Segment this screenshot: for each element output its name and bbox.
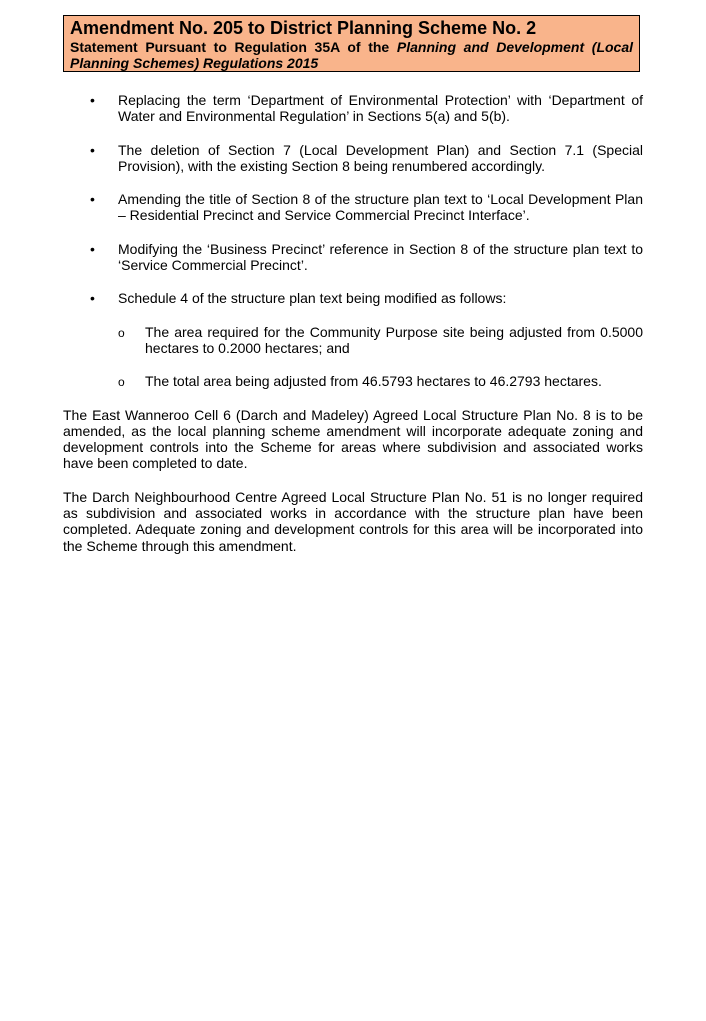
bullet-glyph: • bbox=[90, 92, 95, 108]
sub-bullet-glyph: o bbox=[118, 325, 125, 340]
paragraph-east-wanneroo: The East Wanneroo Cell 6 (Darch and Madeley) Agreed Local Structure Plan No. 8 is to be amended, as the local planning scheme amendment will incorporate adequate zoning and development controls into the Scheme for areas where subdivision and associated works have been completed to date. bbox=[63, 406, 643, 472]
bullet-text: Amending the title of Section 8 of the structure plan text to ‘Local Development Plan – Residential Precinct and Service Commercial Precinct Interface’. bbox=[118, 191, 643, 224]
bullet-glyph: • bbox=[90, 240, 95, 257]
bullet-item bbox=[63, 241, 643, 274]
sub-bullet-glyph: o bbox=[118, 375, 125, 390]
amendment-bullet-list bbox=[63, 92, 643, 390]
bullet-text: Replacing the term ‘Department of Environmental Protection’ with ‘Department of Water and Environmental Regulation’ in Sections 5(a) and 5(b). bbox=[118, 92, 643, 125]
document-body bbox=[63, 92, 643, 571]
bullet-item bbox=[63, 191, 643, 224]
sub-bullet-item bbox=[118, 324, 643, 357]
amendment-header-box bbox=[63, 15, 640, 72]
amendment-title: Amendment No. 205 to District Planning Scheme No. 2 bbox=[70, 18, 537, 38]
bullet-glyph: • bbox=[90, 191, 95, 208]
amendment-subtitle bbox=[70, 39, 633, 71]
subtitle-regulations-title: Planning and Development (Local Planning Schemes) Regulations 2015 bbox=[70, 39, 634, 71]
schedule-4-sub-list bbox=[118, 324, 643, 390]
bullet-glyph: • bbox=[90, 290, 95, 307]
bullet-text: Modifying the ‘Business Precinct’ reference in Section 8 of the structure plan text to ‘Service Commercial Precinct’. bbox=[118, 240, 643, 274]
bullet-glyph: • bbox=[90, 141, 95, 158]
bullet-item bbox=[63, 142, 643, 175]
bullet-item bbox=[63, 92, 643, 125]
sub-bullet-text: The area required for the Community Purpose site being adjusted from 0.5000 hectares to 0.2000 hectares; and bbox=[145, 323, 643, 356]
bullet-text: Schedule 4 of the structure plan text being modified as follows: bbox=[118, 290, 507, 307]
bullet-item bbox=[63, 290, 643, 389]
sub-bullet-text: The total area being adjusted from 46.5793 hectares to 46.2793 hectares. bbox=[145, 373, 602, 390]
paragraph-darch-neighbourhood: The Darch Neighbourhood Centre Agreed Local Structure Plan No. 51 is no longer required as subdivision and associated works in accordance with the structure plan have been completed. Adequate zoning and development controls for this area will be incorporated into the Scheme through this amendment. bbox=[63, 488, 643, 554]
subtitle-prefix: Statement Pursuant to Regulation 35A of the bbox=[70, 39, 390, 55]
sub-bullet-item bbox=[118, 373, 643, 389]
bullet-text: The deletion of Section 7 (Local Development Plan) and Section 7.1 (Special Provision), with the existing Section 8 being renumbered accordingly. bbox=[118, 141, 643, 174]
